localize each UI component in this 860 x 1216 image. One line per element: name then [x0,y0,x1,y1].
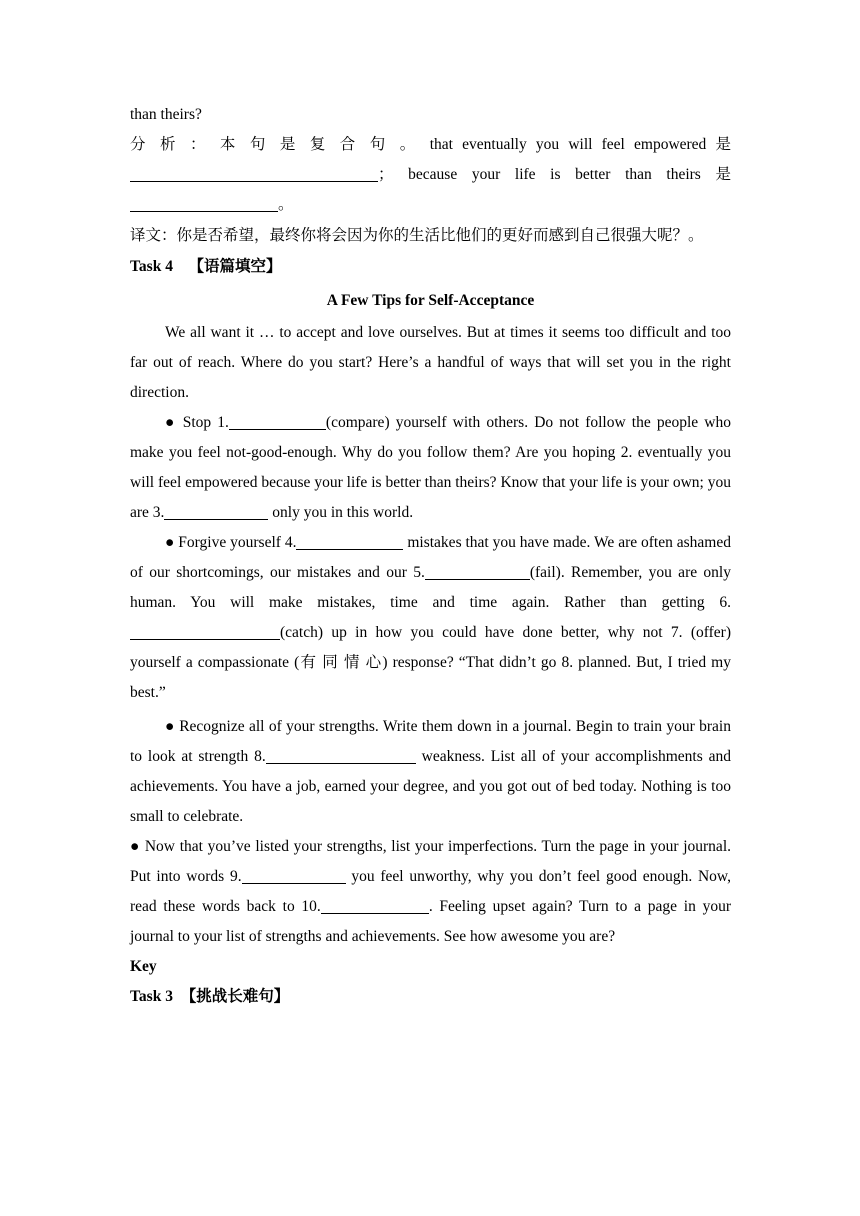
tip-text: ● Recognize all of your strengths. Write them down in a journal. Begin to train your brain to look at strength 8. [130,718,731,765]
tip-recognize-strengths [130,712,731,832]
tip-text: only you in this world. [268,504,414,521]
punct: 。 [278,196,294,213]
tip-text: mistakes that you have made. We are often ashamed of our shortcomings, our mistakes and our 5. [130,534,731,581]
tip-stop-comparing [130,408,731,528]
document-page [130,100,731,1012]
blank-5 [425,561,530,580]
answer-blank [130,163,378,182]
tip-text: (compare) yourself with others. Do not follow the people who make you feel not-good-enough. Why do you follow them? Are you hoping 2. eventually you will feel empowered because your life is better than theirs? Know that your life is your own; you are 3. [130,414,731,521]
passage-title: A Few Tips for Self-Acceptance [326,292,535,309]
task-tag: 【挑战长难句】 [180,988,290,1005]
because-text: because your life is better than theirs [408,166,701,183]
tip-forgive-yourself [130,528,731,708]
tip-text: ● Stop 1. [165,414,229,431]
tip-text: ● Forgive yourself 4. [165,534,297,551]
tip-list-imperfections [130,832,731,952]
analysis-label: 分 析 ： 本 句 是 复 合 句 。 [130,136,421,153]
analysis-line [130,130,731,220]
blank-4 [296,531,403,550]
analysis-text: that eventually you will feel empowered [429,136,707,153]
task3-heading [130,982,731,1012]
blank-8 [266,745,416,764]
tip-text: you feel unworthy, why you don’t feel good enough. Now, read these words back to 10. [130,868,731,915]
shi-label: 是 [715,136,732,153]
task-label: Task 3 [130,988,173,1005]
blank-10 [321,895,429,914]
translation: 译文：你是否希望，最终你将会因为你的生活比他们的更好而感到自己很强大呢？。 [130,227,704,244]
blank-1 [229,411,326,430]
task4-heading [130,252,731,282]
task-tag: 【语篇填空】 [188,258,282,275]
tip-text: ● Now that you’ve listed your strengths, list your imperfections. Turn the page in your journal. Put into words 9. [130,838,731,885]
prev-sentence-tail: than theirs? [130,106,202,123]
task-label: Task 4 [130,258,173,275]
tip-text: (fail). Remember, you are only human. You will make mistakes, time and time again. Rather than getting 6. [130,564,731,611]
blank-3 [164,501,268,520]
blank-6 [130,621,280,640]
answer-blank [130,193,278,212]
tip-text: weakness. List all of your accomplishments and achievements. You have a job, earned your degree, and you got out of bed today. Nothing is too small to celebrate. [130,748,731,825]
tip-text: (catch) up in how you could have done better, why not 7. (offer) yourself a compassionate (有 同 情 心) response? “That didn’t go 8. planned. But, I tried my best.” [130,624,731,701]
tip-text: . Feeling upset again? Turn to a page in your journal to your list of strengths and achievements. See how awesome you are? [130,898,731,945]
blank-9 [242,865,346,884]
shi-label: 是 [715,166,731,183]
passage-intro: We all want it … to accept and love ourselves. But at times it seems too difficult and too far out of reach. Where do you start? Here’s a handful of ways that will set you in the right direction. [130,324,731,401]
punct: ； [378,166,394,183]
key-heading: Key [130,958,157,975]
